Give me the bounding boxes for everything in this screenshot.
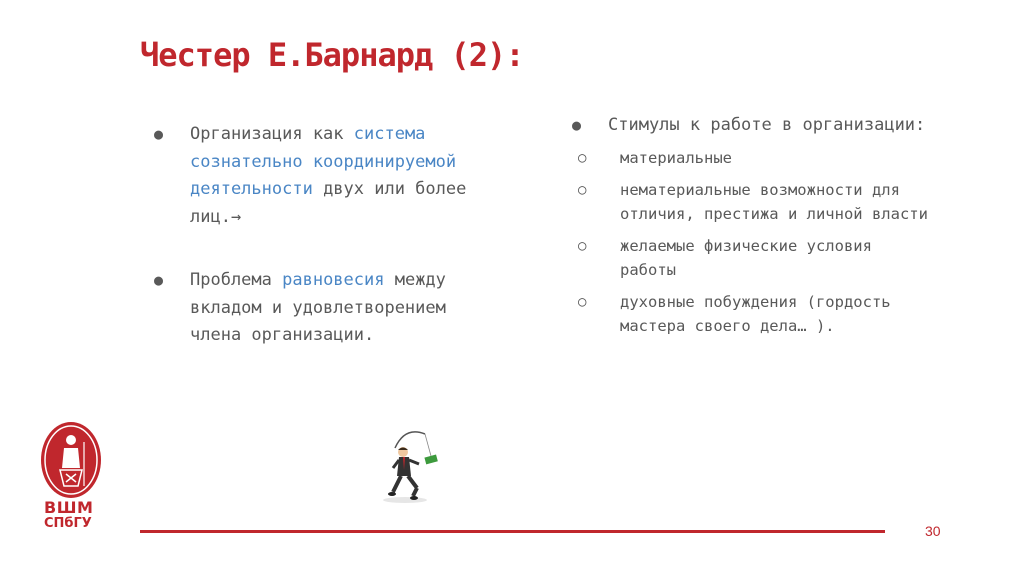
sub-list xyxy=(568,146,928,338)
bullet-item xyxy=(568,112,928,140)
bullet-text-plain: между вкладом и удовлетворением члена организации. xyxy=(190,270,446,345)
sub-item-text: нематериальные возможности для отличия, престижа и личной власти xyxy=(620,180,928,223)
logo-line2: СПбГУ xyxy=(44,516,92,531)
sub-item-text: материальные xyxy=(620,148,732,167)
bullet-text-plain: Проблема xyxy=(190,270,283,290)
circle-bullet-icon: ○ xyxy=(578,181,587,198)
bullet-dot-icon: ● xyxy=(572,116,582,134)
running-man-chasing-money-illustration xyxy=(365,420,451,506)
logo-line1: ВШМ xyxy=(44,498,94,517)
sub-item xyxy=(568,178,928,226)
sub-item xyxy=(568,234,928,282)
bullet-text-highlight: система сознательно координируемой деятельности xyxy=(190,124,457,199)
circle-bullet-icon: ○ xyxy=(578,293,587,310)
bullet-text-plain: двух или более лиц.→ xyxy=(190,179,467,227)
sub-item-text: желаемые физические условия работы xyxy=(620,236,872,279)
circle-bullet-icon: ○ xyxy=(578,149,587,166)
right-column xyxy=(568,112,928,346)
university-emblem-icon xyxy=(38,420,104,500)
left-column xyxy=(150,121,490,376)
bullet-item xyxy=(150,121,490,231)
logo-text xyxy=(44,500,93,532)
bullet-item xyxy=(150,267,490,350)
page-number: 30 xyxy=(925,523,941,539)
bullet-text-highlight: равновесия xyxy=(282,270,385,290)
bullet-dot-icon: ● xyxy=(154,125,164,143)
footer-divider xyxy=(140,530,885,533)
circle-bullet-icon: ○ xyxy=(578,237,587,254)
bullet-dot-icon: ● xyxy=(154,271,164,289)
bullet-text: Стимулы к работе в организации: xyxy=(608,115,926,135)
sub-item xyxy=(568,290,928,338)
bullet-text-plain: Организация как xyxy=(190,124,354,144)
sub-item xyxy=(568,146,928,170)
slide-title: Честер Е.Барнард (2): xyxy=(140,36,524,74)
sub-item-text: духовные побуждения (гордость мастера своего дела… ). xyxy=(620,292,891,335)
